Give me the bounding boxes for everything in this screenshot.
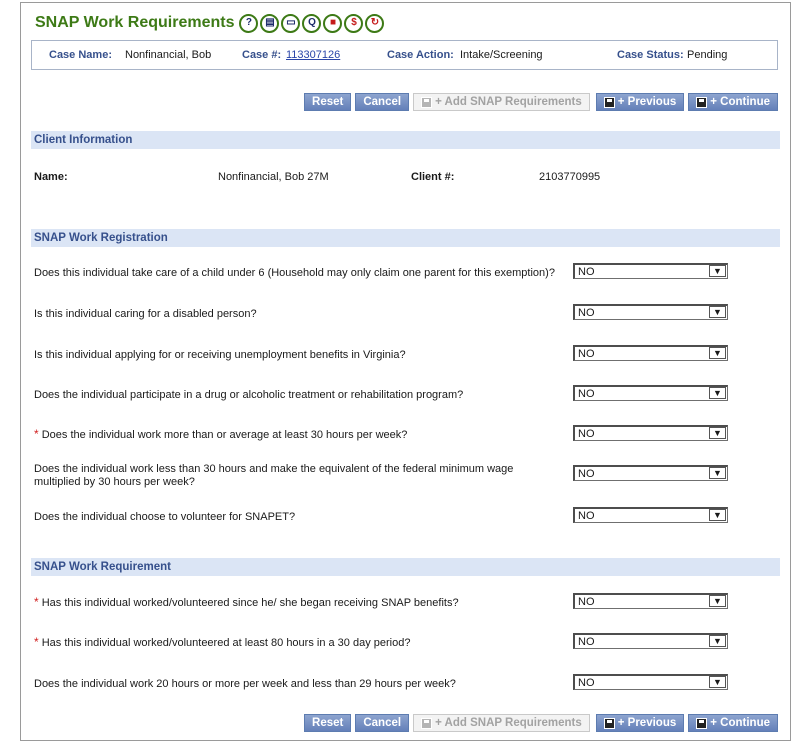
chevron-down-icon: ▼	[709, 347, 726, 359]
question-unemployment: Is this individual applying for or receiving unemployment benefits in Virginia?	[34, 349, 406, 361]
chevron-down-icon: ▼	[709, 676, 726, 688]
cancel-button[interactable]: Cancel	[355, 93, 409, 111]
top-button-bar	[300, 92, 778, 112]
save-icon	[604, 97, 615, 108]
question-treatment-program: Does the individual participate in a drug or alcoholic treatment or rehabilitation program?	[34, 389, 464, 401]
continue-button[interactable]	[688, 93, 778, 111]
case-action-label: Case Action:	[387, 49, 454, 61]
save-icon	[421, 97, 432, 108]
case-name-value: Nonfinancial, Bob	[125, 49, 212, 61]
chevron-down-icon: ▼	[709, 595, 726, 607]
case-status-label: Case Status:	[617, 49, 684, 61]
save-icon	[696, 97, 707, 108]
chevron-down-icon: ▼	[709, 635, 726, 647]
help-icon[interactable]: ?	[239, 14, 258, 33]
question-minimum-wage: Does the individual work less than 30 hours and make the equivalent of the federal minimum wage multiplied by 30 hours per week?	[34, 463, 514, 488]
stop-icon[interactable]: ■	[323, 14, 342, 33]
add-snap-requirements-button	[413, 93, 590, 111]
chevron-down-icon: ▼	[709, 509, 726, 521]
dollar-icon[interactable]: $	[344, 14, 363, 33]
question-80-hours: * Has this individual worked/volunteered at least 80 hours in a 30 day period?	[34, 635, 411, 649]
reset-button[interactable]: Reset	[304, 714, 351, 732]
bottom-button-bar	[300, 713, 778, 733]
previous-button[interactable]	[596, 93, 685, 111]
case-summary	[31, 40, 778, 70]
client-name-label: Name:	[34, 171, 68, 183]
question-20-29-hours: Does the individual work 20 hours or more per week and less than 29 hours per week?	[34, 678, 456, 690]
add-button-label: + Add SNAP Requirements	[435, 96, 582, 108]
question-child-under-6: Does this individual take care of a child under 6 (Household may only claim one parent for this exemption)?	[34, 267, 555, 279]
folder-icon[interactable]: ▭	[281, 14, 300, 33]
previous-button-label: + Previous	[617, 96, 677, 108]
select-80-hours[interactable]: NO ▼	[573, 633, 728, 649]
question-worked-since-snap: * Has this individual worked/volunteered since he/ she began receiving SNAP benefits?	[34, 595, 459, 609]
select-child-under-6[interactable]: NO ▼	[573, 263, 728, 279]
client-info-header: Client Information	[31, 131, 780, 149]
search-icon[interactable]: Q	[302, 14, 321, 33]
select-work-30-hours[interactable]: NO ▼	[573, 425, 728, 441]
save-icon	[421, 718, 432, 729]
case-number-link[interactable]: 113307126	[286, 49, 341, 61]
select-unemployment[interactable]: NO ▼	[573, 345, 728, 361]
question-work-30-hours: * Does the individual work more than or average at least 30 hours per week?	[34, 427, 408, 441]
client-number-value: 2103770995	[539, 171, 601, 183]
case-name-label: Case Name:	[49, 49, 112, 61]
title-row	[35, 11, 386, 35]
question-volunteer-snapet: Does the individual choose to volunteer for SNAPET?	[34, 511, 296, 523]
question-caring-disabled: Is this individual caring for a disabled person?	[34, 308, 257, 320]
continue-button[interactable]	[688, 714, 778, 732]
save-icon	[604, 718, 615, 729]
select-caring-disabled[interactable]: NO ▼	[573, 304, 728, 320]
select-treatment-program[interactable]: NO ▼	[573, 385, 728, 401]
chevron-down-icon: ▼	[709, 387, 726, 399]
continue-button-label: + Continue	[710, 96, 770, 108]
refresh-icon[interactable]: ↻	[365, 14, 384, 33]
cancel-button[interactable]: Cancel	[355, 714, 409, 732]
select-20-29-hours[interactable]: NO ▼	[573, 674, 728, 690]
main-frame	[20, 2, 791, 741]
work-registration-header: SNAP Work Registration	[31, 229, 780, 247]
chevron-down-icon: ▼	[709, 427, 726, 439]
case-status-value: Pending	[687, 49, 728, 61]
select-worked-since-snap[interactable]: NO ▼	[573, 593, 728, 609]
add-snap-requirements-button	[413, 714, 590, 732]
chevron-down-icon: ▼	[709, 467, 726, 479]
chevron-down-icon: ▼	[709, 265, 726, 277]
work-requirement-header: SNAP Work Requirement	[31, 558, 780, 576]
save-icon	[696, 718, 707, 729]
reset-button[interactable]: Reset	[304, 93, 351, 111]
previous-button[interactable]	[596, 714, 685, 732]
continue-button-label: + Continue	[710, 717, 770, 729]
chevron-down-icon: ▼	[709, 306, 726, 318]
select-minimum-wage[interactable]: NO ▼	[573, 465, 728, 481]
select-volunteer-snapet[interactable]: NO ▼	[573, 507, 728, 523]
document-icon[interactable]: ▤	[260, 14, 279, 33]
page-title: SNAP Work Requirements	[35, 14, 235, 31]
case-action-value: Intake/Screening	[460, 49, 543, 61]
client-number-label: Client #:	[411, 171, 455, 183]
add-button-label: + Add SNAP Requirements	[435, 717, 582, 729]
client-name-value: Nonfinancial, Bob 27M	[218, 171, 329, 183]
case-number-label: Case #:	[242, 49, 282, 61]
previous-button-label: + Previous	[617, 717, 677, 729]
